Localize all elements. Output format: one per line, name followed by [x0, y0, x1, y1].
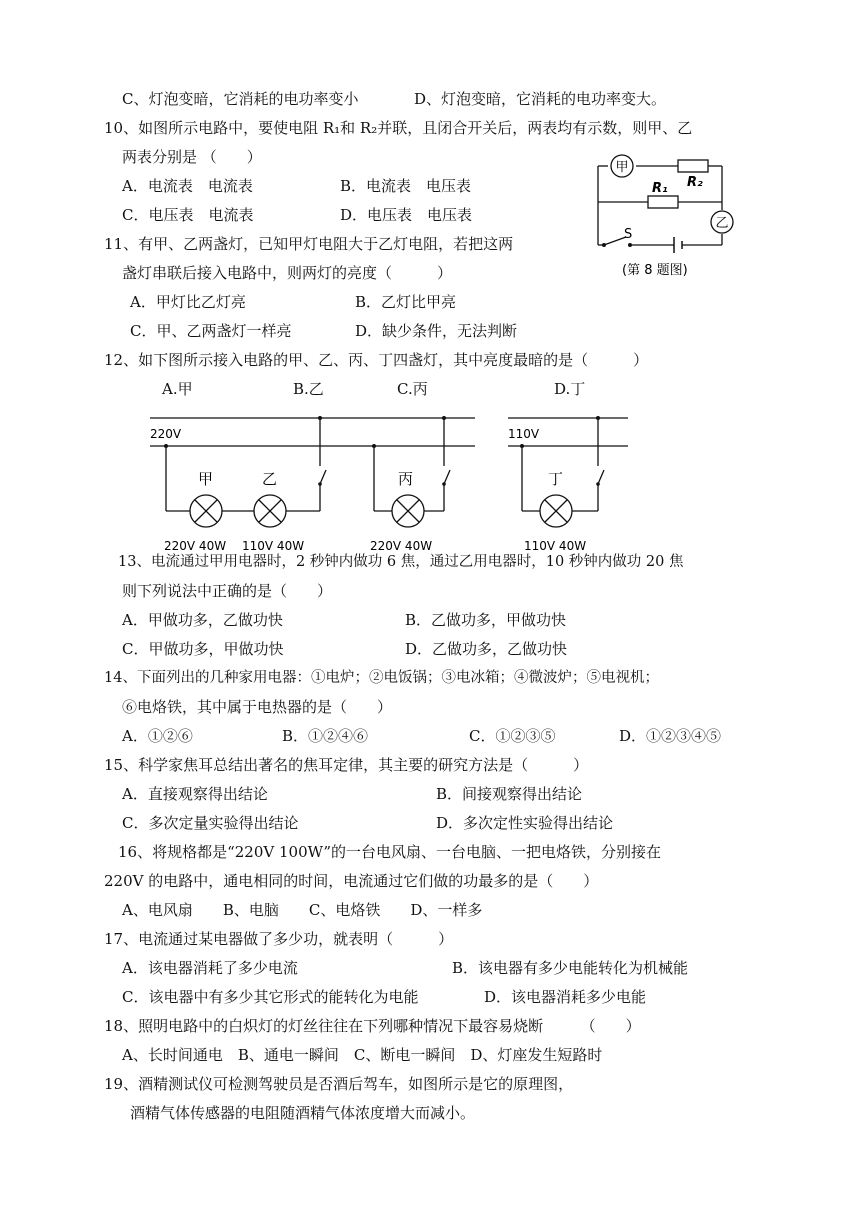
q17-option-a: A．该电器消耗了多少电流 — [122, 959, 298, 977]
meter-jia-icon — [611, 155, 633, 177]
q15-option-d: D．多次定性实验得出结论 — [436, 814, 614, 832]
q18-stem: 18、照明电路中的白炽灯的灯丝往往在下列哪种情况下最容易烧断 （ ） — [104, 1017, 641, 1035]
q15-option-c: C．多次定量实验得出结论 — [122, 814, 299, 832]
q15-option-a: A．直接观察得出结论 — [122, 785, 268, 803]
q19-stem-line2: 酒精气体传感器的电阻随酒精气体浓度增大而减小。 — [130, 1104, 476, 1122]
r2-label: R₂ — [687, 175, 703, 190]
q11-option-d: D．缺少条件，无法判断 — [355, 322, 518, 340]
lamp-ding-rating: 110V 40W — [524, 539, 587, 553]
q14-option-a: A．①②⑥ — [122, 727, 193, 745]
q12-option-a: A.甲 — [162, 380, 193, 398]
q15-stem: 15、科学家焦耳总结出著名的焦耳定律，其主要的研究方法是（ ） — [104, 756, 589, 774]
lamp-bing-icon — [392, 495, 424, 527]
resistor-r1-icon — [648, 196, 678, 208]
resistor-r2-icon — [678, 160, 708, 172]
q17-stem: 17、电流通过某电器做了多少功，就表明（ ） — [104, 930, 454, 948]
lamp-yi-rating: 110V 40W — [242, 539, 305, 553]
q16-stem-line1: 16、将规格都是“220V 100W”的一台电风扇、一台电脑、一把电烙铁，分别接在 — [118, 843, 661, 861]
lamp-bing-rating: 220V 40W — [370, 539, 433, 553]
voltage-110v-label: 110V — [508, 427, 540, 441]
q9-option-c: C、灯泡变暗，它消耗的电功率变小 — [122, 90, 359, 108]
q12-option-c: C.丙 — [397, 380, 428, 398]
q9-option-d: D、灯泡变暗，它消耗的电功率变大。 — [414, 90, 667, 108]
q13-option-d: D．乙做功多，乙做功快 — [405, 640, 568, 658]
q14-stem-line2: ⑥电烙铁，其中属于电热器的是（ ） — [122, 698, 393, 716]
svg-text:乙: 乙 — [715, 216, 729, 231]
switch-label: S — [624, 227, 633, 242]
svg-text:甲: 甲 — [615, 160, 629, 175]
q12-stem: 12、如下图所示接入电路的甲、乙、丙、丁四盏灯，其中亮度最暗的是（ ） — [104, 351, 649, 369]
q12-option-d: D.丁 — [554, 380, 586, 398]
q13-stem-line2: 则下列说法中正确的是（ ） — [122, 582, 333, 600]
q14-option-b: B．①②④⑥ — [282, 727, 369, 745]
q10-option-c: C．电压表 电流表 — [122, 206, 254, 224]
q11-option-a: A．甲灯比乙灯亮 — [130, 293, 246, 311]
q13-option-b: B．乙做功多，甲做功快 — [405, 611, 567, 629]
q17-option-b: B．该电器有多少电能转化为机械能 — [452, 959, 689, 977]
q19-stem-line1: 19、酒精测试仪可检测驾驶员是否酒后驾车，如图所示是它的原理图， — [104, 1075, 574, 1093]
q16-options: A、电风扇 B、电脑 C、电烙铁 D、一样多 — [122, 901, 483, 919]
q11-option-b: B．乙灯比甲亮 — [355, 293, 457, 311]
q10-stem-line2: 两表分别是 （ ） — [122, 148, 262, 166]
q14-stem-line1: 14、下面列出的几种家用电器：①电炉；②电饭锅；③电冰箱；④微波炉；⑤电视机； — [104, 670, 659, 686]
lamp-jia-label: 甲 — [198, 470, 214, 488]
q10-option-d: D．电压表 电压表 — [340, 206, 473, 224]
q14-option-c: C．①②③⑤ — [469, 727, 556, 745]
figure-caption: (第 8 题图) — [622, 263, 688, 278]
voltage-220v-label: 220V — [150, 427, 182, 441]
meter-yi-icon — [711, 211, 733, 233]
q11-stem-line2: 盏灯串联后接入电路中，则两灯的亮度（ ） — [122, 264, 453, 282]
q16-stem-line2: 220V 的电路中，通电相同的时间，电流通过它们做的功最多的是（ ） — [104, 872, 599, 890]
q12-option-b: B.乙 — [293, 380, 324, 398]
q12-lamp-circuits-diagram — [140, 408, 640, 554]
q18-options: A、长时间通电 B、通电一瞬间 C、断电一瞬间 D、灯座发生短路时 — [122, 1046, 603, 1064]
q17-option-c: C．该电器中有多少其它形式的能转化为电能 — [122, 988, 419, 1006]
q10-circuit-diagram — [590, 150, 750, 280]
q14-option-d: D．①②③④⑤ — [619, 727, 722, 745]
lamp-jia-rating: 220V 40W — [164, 539, 227, 553]
lamp-ding-label: 丁 — [548, 470, 564, 488]
lamp-bing-label: 丙 — [398, 470, 414, 488]
q11-stem-line1: 11、有甲、乙两盏灯，已知甲灯电阻大于乙灯电阻，若把这两 — [104, 235, 514, 253]
q10-option-b: B．电流表 电压表 — [340, 177, 472, 195]
q17-option-d: D．该电器消耗多少电能 — [484, 988, 647, 1006]
q10-option-a: A．电流表 电流表 — [122, 177, 253, 195]
q11-option-c: C．甲、乙两盏灯一样亮 — [130, 322, 292, 340]
q13-option-a: A．甲做功多，乙做功快 — [122, 611, 283, 629]
q13-option-c: C．甲做功多，甲做功快 — [122, 640, 284, 658]
q13-stem-line1: 13、电流通过甲用电器时，2 秒钟内做功 6 焦，通过乙用电器时，10 秒钟内做功 20 焦 — [118, 554, 684, 570]
r1-label: R₁ — [652, 181, 668, 196]
q10-stem-line1: 10、如图所示电路中，要使电阻 R₁和 R₂并联，且闭合开关后，两表均有示数，则甲、乙 — [104, 119, 693, 137]
lamp-jia-icon — [190, 495, 222, 527]
battery-icon — [674, 237, 682, 253]
lamp-yi-label: 乙 — [262, 470, 278, 488]
q15-option-b: B．间接观察得出结论 — [436, 785, 583, 803]
lamp-yi-icon — [254, 495, 286, 527]
lamp-ding-icon — [540, 495, 572, 527]
